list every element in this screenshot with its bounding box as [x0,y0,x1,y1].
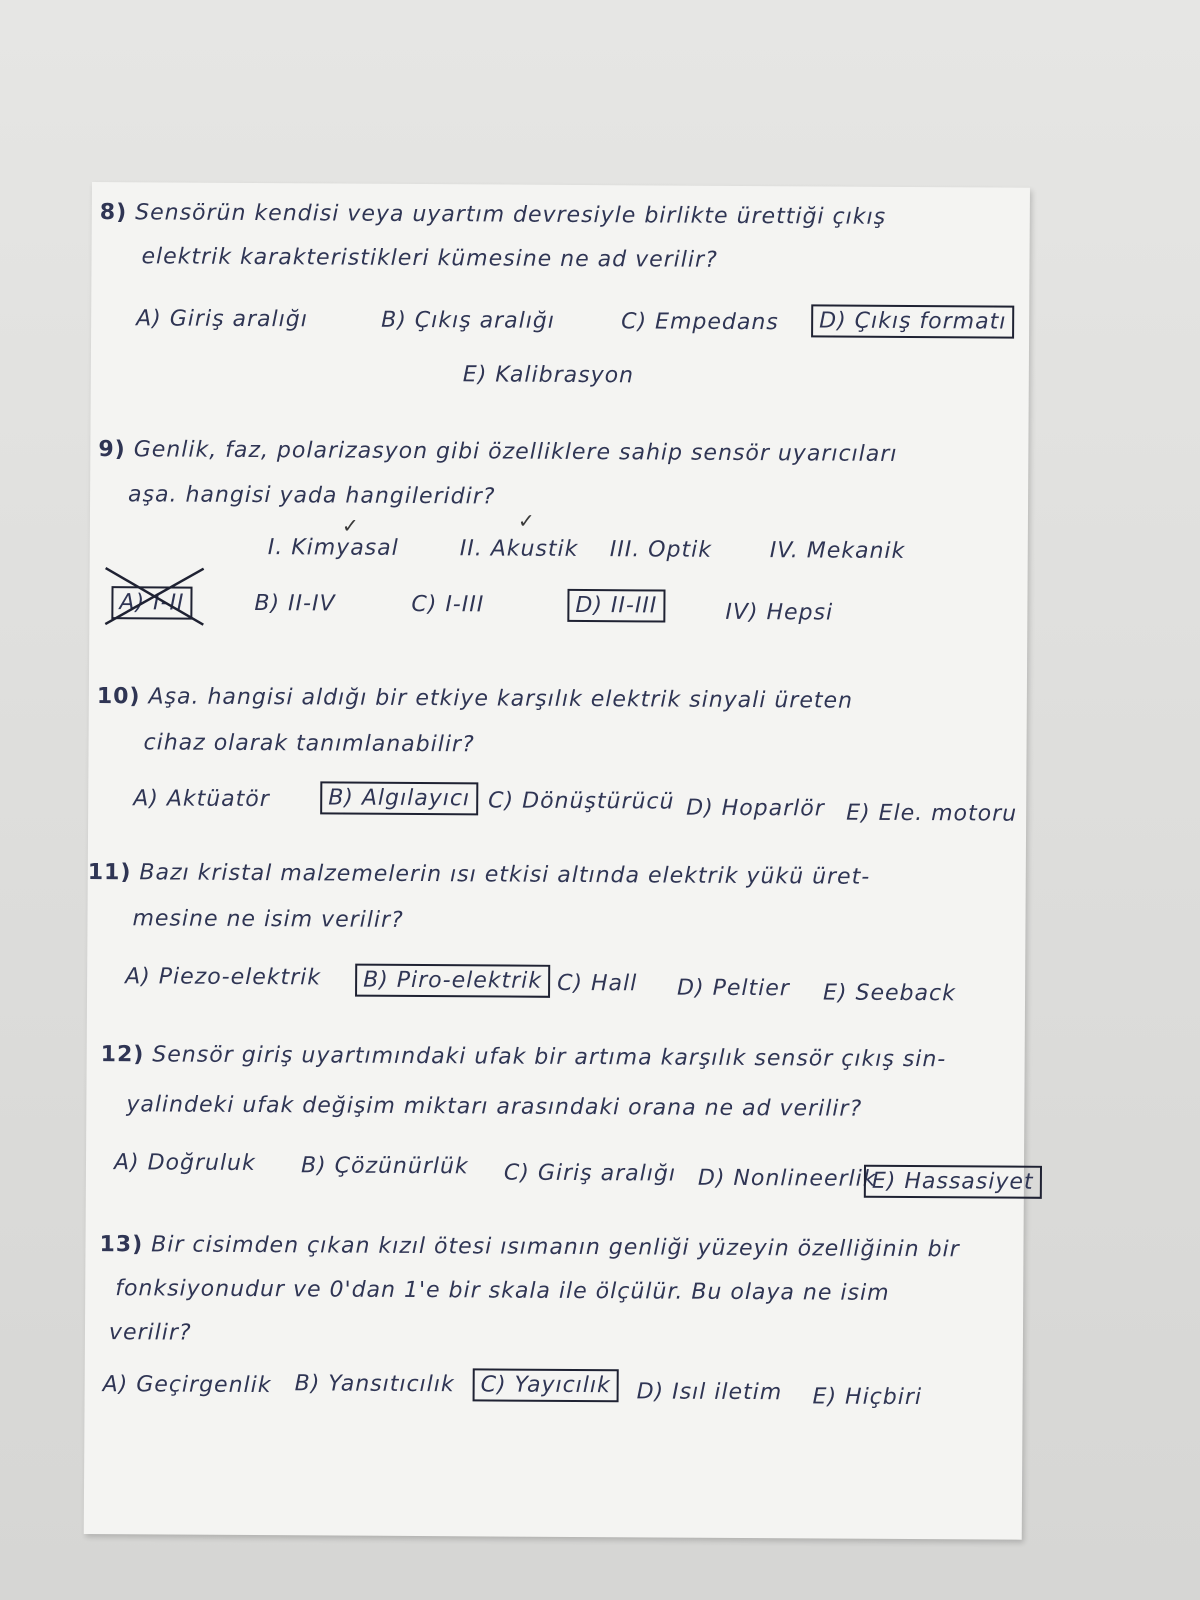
q8-option-d-selected: D) Çıkış formatı [811,304,1014,338]
q13-option-c-selected: C) Yayıcılık [473,1368,619,1402]
q11-option-b-selected: B) Piro-elektrik [355,964,550,998]
q11-option-d: D) Peltier [677,975,790,1002]
q12-option-b: B) Çözünürlük [300,1153,469,1180]
q13-option-d: D) Isıl iletim [636,1379,783,1406]
q11-option-e: E) Seeback [822,980,956,1007]
exam-sheet [84,182,1034,1540]
q13-option-e: E) Hiçbiri [812,1384,923,1411]
q9-option-c: C) I-III [411,591,485,618]
q8-option-b: B) Çıkış aralığı [381,307,555,334]
question-10-line1: 10) Aşa. hangisi aldığı bir etkiye karşılık elektrik sinyali üreten [96,684,854,714]
question-9-line1: 9) Genlik, faz, polarizasyon gibi özelliklere sahip sensör uyarıcıları [98,437,898,467]
question-8-line2: elektrik karakteristikleri kümesine ne ad verilir? [141,244,718,273]
question-11-line1: 11) Bazı kristal malzemelerin ısı etkisi altında elektrik yükü üret- [87,859,871,890]
question-12-line2: yalindeki ufak değişim miktarı arasındaki orana ne ad verilir? [126,1092,863,1122]
question-13-line2: fonksiyonudur ve 0'dan 1'e bir skala ile ölçülür. Bu olaya ne isim [115,1276,890,1306]
q9-option-d-selected: D) II-III [567,589,665,623]
q10-option-d: D) Hoparlör [686,795,825,822]
q12-option-c: C) Giriş aralığı [503,1160,677,1187]
q9-option-b: B) II-IV [254,591,336,617]
q9-option-a-crossed: A) I-II [111,586,192,619]
q12-option-a: A) Doğruluk [113,1150,256,1177]
q10-option-a: A) Aktüatör [133,786,270,813]
q13-option-a: A) Geçirgenlik [102,1372,272,1399]
q12-option-d: D) Nonlineerlik [697,1165,877,1192]
q8-option-e: E) Kalibrasyon [462,362,635,389]
q10-option-c: C) Dönüştürücü [488,788,675,815]
q12-option-e-selected: E) Hassasiyet [864,1165,1042,1199]
q9-item-2: II. Akustik [459,536,579,562]
question-13-line3: verilir? [108,1320,192,1346]
q9-item-1: I. Kimyasal [267,535,399,561]
cross-out-icon [103,566,207,629]
q9-item-4: IV. Mekanik [769,538,906,564]
question-9-line2: aşa. hangisi yada hangileridir? [128,482,496,510]
q8-option-c: C) Empedans [621,309,779,336]
question-12-line1: 12) Sensör giriş uyartımındaki ufak bir artıma karşılık sensör çıkış sin- [100,1042,947,1073]
checkmark-icon: ✓ [517,508,535,533]
question-11-line2: mesine ne isim verilir? [132,906,404,933]
q11-option-c: C) Hall [557,970,638,997]
q10-option-b-selected: B) Algılayıcı [320,781,478,815]
q9-option-e: IV) Hepsi [725,599,834,626]
q8-option-a: A) Giriş aralığı [136,306,308,333]
q9-item-3: III. Optik [609,537,713,563]
question-13-line1: 13) Bir cisimden çıkan kızıl ötesi ısımanın genliği yüzeyin özelliğinin bir [99,1232,960,1263]
question-8-line1: 8) Sensörün kendisi veya uyartım devresiyle birlikte ürettiği çıkış [99,200,887,230]
checkmark-icon: ✓ [341,513,359,538]
q11-option-a: A) Piezo-elektrik [125,964,322,991]
q10-option-e: E) Ele. motoru [846,800,1018,827]
q13-option-b: B) Yansıtıcılık [294,1371,455,1398]
question-10-line2: cihaz olarak tanımlanabilir? [143,730,475,758]
